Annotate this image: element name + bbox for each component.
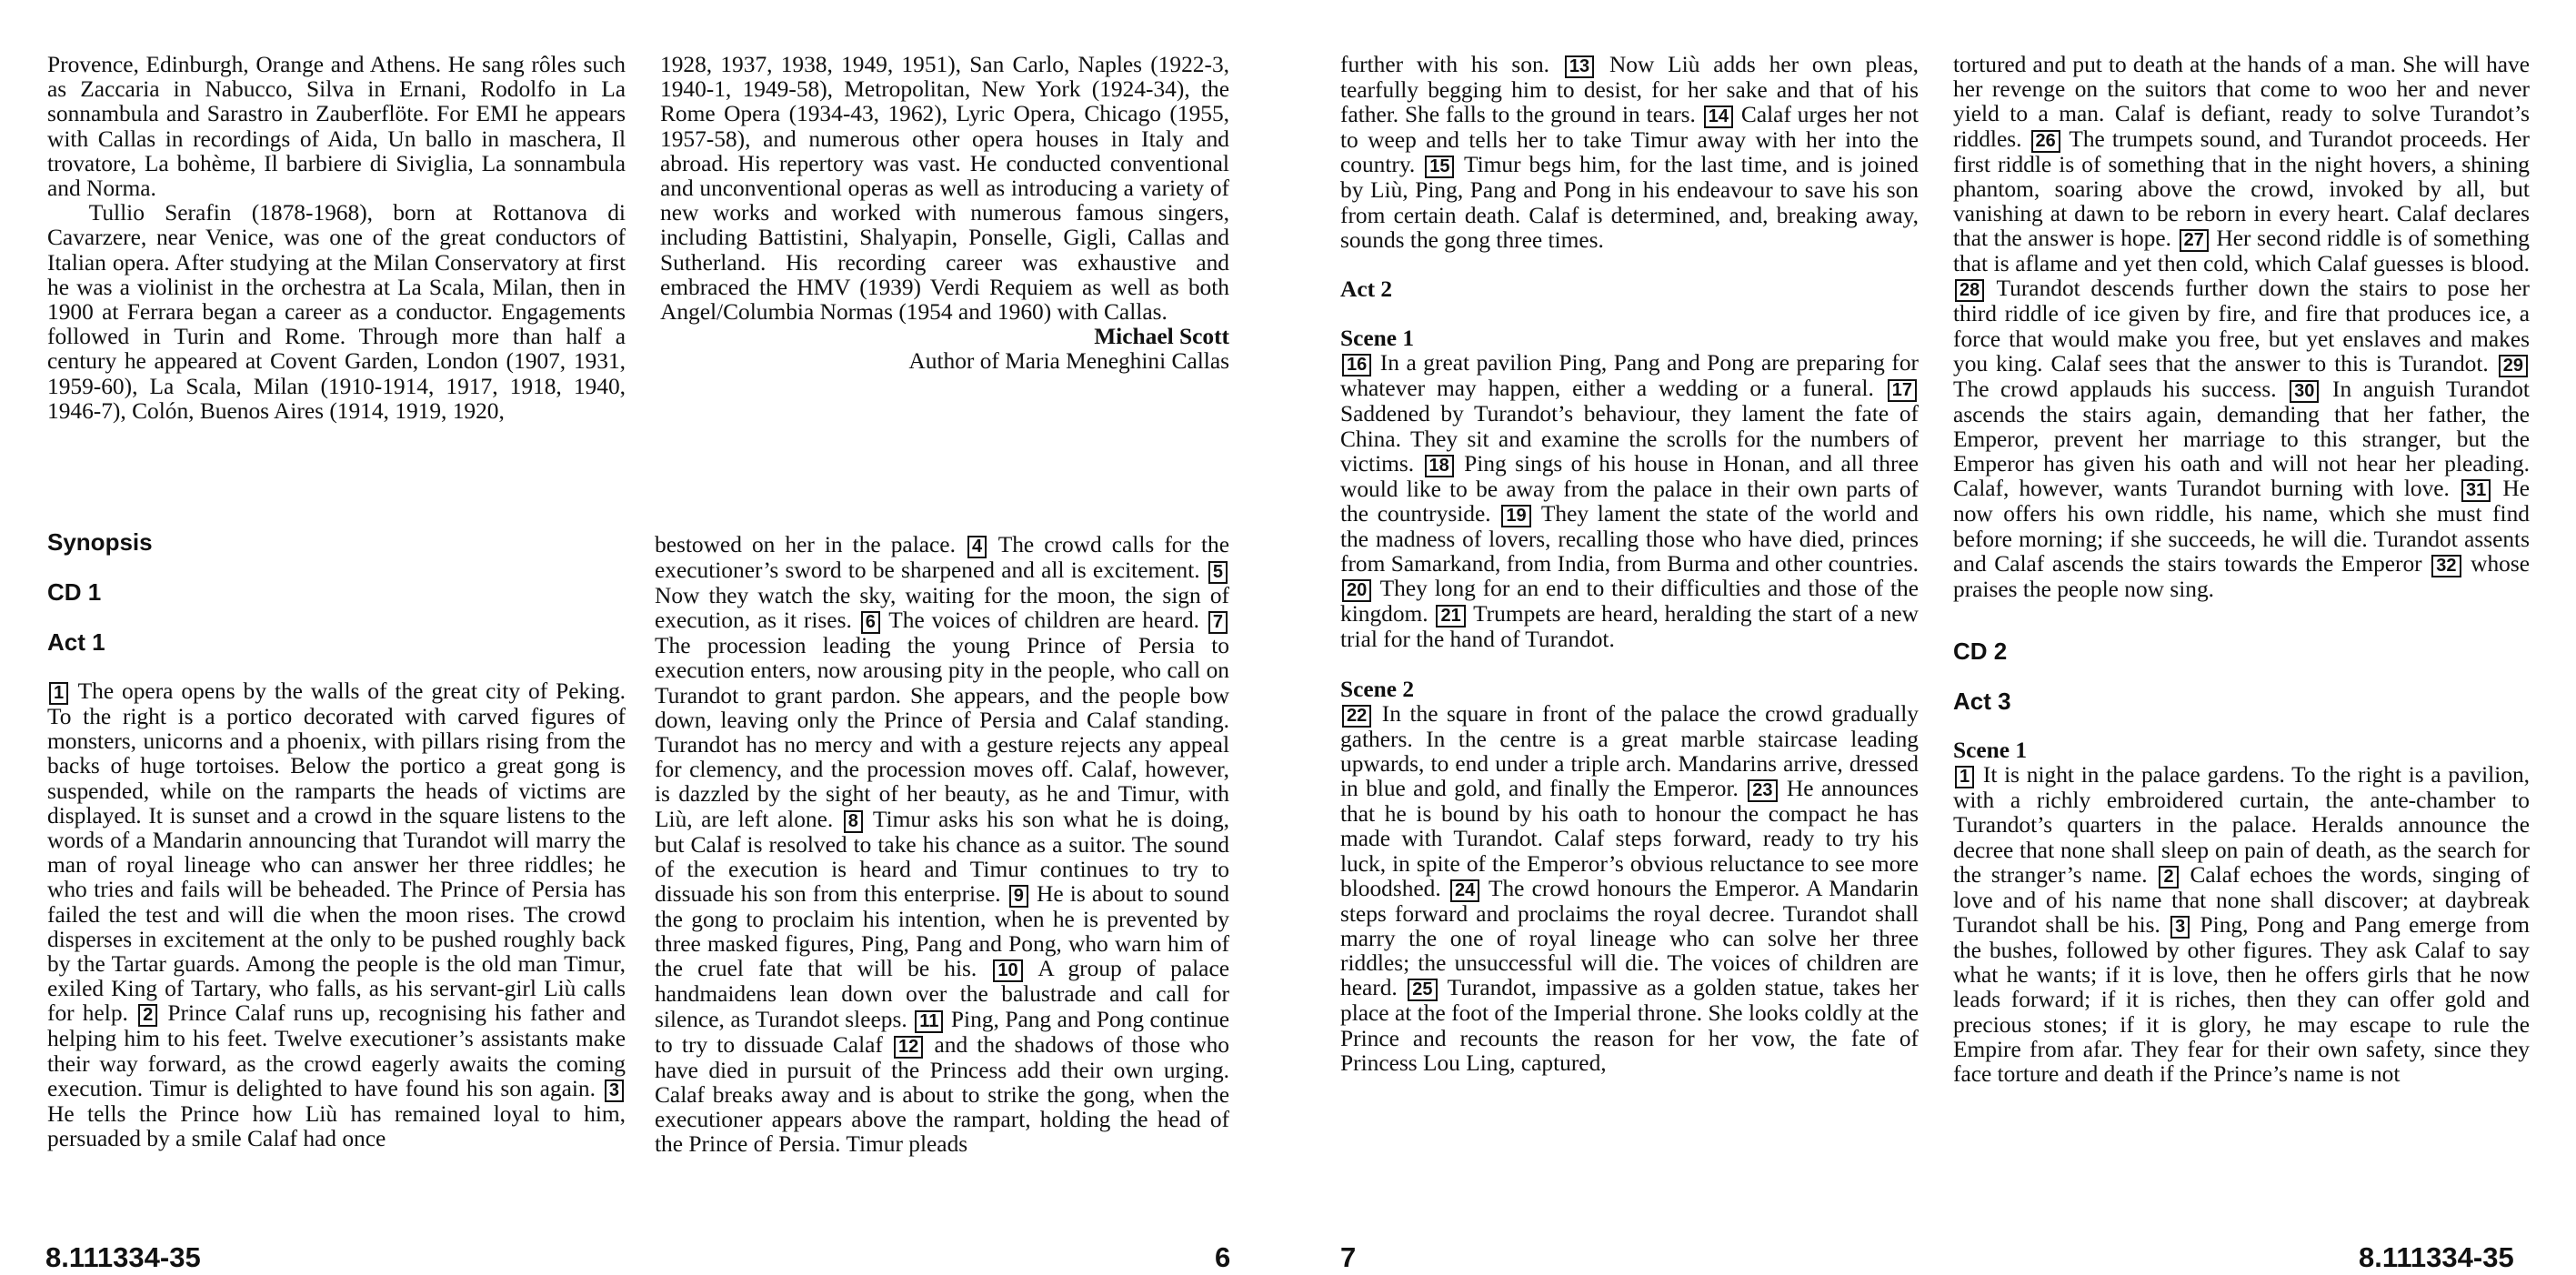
cd2-heading: CD 2 <box>1953 638 2008 666</box>
track-number: 17 <box>1888 379 1917 402</box>
synopsis-column-3 <box>1340 53 1919 1076</box>
synopsis-column-4 <box>1953 53 2530 1087</box>
track-number: 21 <box>1436 605 1465 627</box>
act3-heading: Act 3 <box>1953 688 2011 716</box>
track-number: 3 <box>2170 916 2190 939</box>
catalog-number-right: 8.111334-35 <box>2359 1241 2514 1273</box>
track-number: 18 <box>1425 455 1454 477</box>
track-number: 19 <box>1501 505 1530 527</box>
page-number-right: 7 <box>1340 1241 1357 1273</box>
catalog-number-left: 8.111334-35 <box>45 1241 201 1273</box>
synopsis-paragraph: 1 The opera opens by the walls of the great city of Peking. To the right is a portico decorated with carved figures of monsters, unicorns and a phoenix, with pillars rising from the backs of huge tortoises. Below the portico a great gong is suspended, while on the ramparts the heads of victims are displayed. It is sunset and a crowd in the square listens to the words of a Mandarin announcing that Turandot will marry the man of royal lineage who can answer her three riddles; he who tries and fails will be beheaded. The Prince of Persia has failed the test and will die when the moon rises. The crowd disperses in excitement at the only to be pushed roughly back by the Tartar guards. Among the people is the old man Timur, exiled King of Tartary, who falls, as his servant-girl Liù calls for help. 2 Prince Calaf runs up, recognising his father and helping him to his feet. Twelve executioner’s assistants make their way forward, as the crowd eagerly awaits the coming execution. Timur is delighted to have found his son again. 3 He tells the Prince how Liù has remained loyal to him, persuaded by a smile Calaf had once <box>47 678 626 1152</box>
scene1-heading: Scene 1 <box>1953 738 2028 764</box>
track-number: 28 <box>1955 279 1984 302</box>
synopsis-paragraph: 16 In a great pavilion Ping, Pang and Pong are preparing for whatever may happen, either a wedding or a funeral. 17 Saddened by Turandot’s behaviour, they lament the fate of China. They sit and examine the scrolls for the numbers of victims. 18 Ping sings of his house in Honan, and all three would like to be away from the palace in their own parts of the countryside. 19 They lament the state of the world and the madness of lovers, recalling those who have died, princes from Samarkand, from India, from Burma and other countries. 20 They long for an end to their difficulties and those of the kingdom. 21 Trumpets are heard, heralding the start of a new trial for the hand of Turandot. <box>1340 350 1919 653</box>
track-number: 29 <box>2499 355 2528 377</box>
track-number: 22 <box>1342 705 1371 728</box>
synopsis-paragraph: 1 It is night in the palace gardens. To the right is a pavilion, with a richly embroidered curtain, the ante-chamber to Turandot’s quarters in the palace. Heralds announce the decree that none shall sleep on pain of death, as the search for the stranger’s name. 2 Calaf echoes the words, singing of love and of his name that none shall discover; at daybreak Turandot shall be his. 3 Ping, Pong and Pang emerge from the bushes, followed by other figures. They ask Calaf to say what he wants; if it is love, then he offers girls that he now leads forward; if it is riches, then they can offer gold and precious stones; if it is glory, he may escape to rule the Empire from afar. They fear for their own safety, since they face torture and death if the Prince’s name is not <box>1953 762 2530 1088</box>
bio-paragraph-serafin-cont: 1928, 1937, 1938, 1949, 1951), San Carlo, Naples (1922-3, 1940-1, 1949-58), Metropolitan, New York (1924-34), the Rome Opera (1934-43, 1962), Lyric Opera, Chicago (1955, 1957-58), and numerous other opera houses in Italy and abroad. His repertory was vast. He conducted conventional and unconventional operas as well as introducing a variety of new works and worked with numerous famous singers, including Battistini, Shalyapin, Ponselle, Gigli, Callas and Sutherland. His recording career was exhaustive and embraced the HMV (1939) Verdi Requiem as well as both Angel/Columbia Normas (1954 and 1960) with Callas. <box>660 52 1229 326</box>
synopsis-paragraph: tortured and put to death at the hands of a man. She will have her revenge on the suitors that come to woo her and never yield to a man. Calaf is defiant, ready to solve Turandot’s riddles. 26 The trumpets sound, and Turandot proceeds. Her first riddle is of something that in the night hovers, a shining phantom, soaring above the crowd, invoked by all, but vanishing at dawn to be reborn in every heart. Calaf declares that the answer is hope. 27 Her second riddle is of something that is aflame and yet then cold, which Calaf guesses is blood. 28 Turandot descends further down the stairs to pose her third riddle of ice given by fire, and fire that produces ice, a force that would make you free, but yet enslaves and makes you king. Calaf sees that the answer to this is Turandot. 29 The crowd applauds his success. 30 In anguish Turandot ascends the stairs again, demanding that her father, the Emperor, prevent her marriage to this stranger, but the Emperor has given his oath and will not hear her pleading. Calaf, however, wants Turandot burning with love. 31 He now offers his own riddle, his name, which she must find before morning; if she succeeds, he will die. Turandot assents and Calaf ascends the stairs towards the Emperor 32 whose praises the people now sing. <box>1953 52 2531 602</box>
track-number: 3 <box>605 1079 624 1102</box>
track-number: 1 <box>49 682 68 705</box>
synopsis-paragraph: further with his son. 13 Now Liù adds her own pleas, tearfully begging him to desist, for her sake and that of his father. She falls to the ground in tears. 14 Calaf urges her not to weep and tells her to take Timur away with her into the country. 15 Timur begs him, for the last time, and is joined by Liù, Ping, Pang and Pong in his endeavour to save his son from certain death. Calaf is determined, and, breaking away, sounds the gong three times. <box>1340 52 1919 253</box>
track-number: 14 <box>1704 105 1733 128</box>
act1-heading: Act 1 <box>47 628 105 656</box>
bio-column-right <box>660 53 1229 375</box>
scene1-heading: Scene 1 <box>1340 326 1415 352</box>
track-number: 11 <box>915 1010 943 1033</box>
track-number: 13 <box>1565 55 1594 78</box>
track-number: 7 <box>1208 611 1228 634</box>
synopsis-column-2 <box>655 533 1229 1157</box>
track-number: 27 <box>2180 229 2209 252</box>
track-number: 6 <box>861 611 880 634</box>
track-number: 4 <box>967 536 987 558</box>
author-note: Author of Maria Meneghini Callas <box>908 348 1229 375</box>
track-number: 26 <box>2031 130 2060 153</box>
cd1-heading: CD 1 <box>47 578 102 606</box>
track-number: 30 <box>2290 380 2319 403</box>
track-number: 32 <box>2431 555 2461 577</box>
track-number: 15 <box>1425 156 1454 178</box>
bio-paragraph-serafin: Tullio Serafin (1878-1968), born at Rottanova di Cavarzere, near Venice, was one of the great conductors of Italian opera. After studying at the Milan Conservatory at first he was a violinist in the orchestra at La Scala, Milan, then in 1900 at Ferrara began a career as a conductor. Engagements followed in Turin and Rome. Through more than half a century he appeared at Covent Garden, London (1907, 1931, 1959-60), La Scala, Milan (1910-1914, 1917, 1918, 1940, 1946-7), Colón, Buenos Aires (1914, 1919, 1920, <box>47 200 626 424</box>
scene2-heading: Scene 2 <box>1340 676 1415 702</box>
synopsis-paragraph: 22 In the square in front of the palace the crowd gradually gathers. In the centre is a great marble staircase leading upwards, to end under a triple arch. Mandarins arrive, dressed in blue and gold, and finally the Emperor. 23 He announces that he is bound by his oath to honour the compact he has made with Turandot. Calaf steps forward, ready to try his luck, in spite of the Emperor’s obvious reluctance to see more bloodshed. 24 The crowd honours the Emperor. A Mandarin steps forward and proclaims the royal decree. Turandot shall marry the one of royal lineage who can solve her three riddles; the unsuccessful will die. The voices of children are heard. 25 Turandot, impassive as a golden statue, takes her place at the foot of the Imperial throne. She looks coldly at the Prince and recounts the reason for her vow, the fate of Princess Lou Ling, captured, <box>1340 700 1919 1076</box>
synopsis-heading: Synopsis <box>47 528 153 556</box>
act2-heading: Act 2 <box>1340 276 1393 303</box>
track-number: 31 <box>2461 479 2491 502</box>
track-number: 8 <box>844 810 863 833</box>
track-number: 2 <box>2159 866 2178 888</box>
synopsis-paragraph: bestowed on her in the palace. 4 The crowd calls for the executioner’s sword to be sharpened and all is excitement. 5 Now they watch the sky, waiting for the moon, the sign of execution, as it rises. 6 The voices of children are heard. 7 The procession leading the young Prince of Persia to execution enters, now arousing pity in the people, who call on Turandot to grant pardon. She appears, and the people bow down, leaving only the Prince of Persia and Calaf standing. Turandot has no mercy and with a gesture rejects any appeal for clemency, and the procession moves off. Calaf, however, is dazzled by the sight of her beauty, as he and Timur, with Liù, are left alone. 8 Timur asks his son what he is doing, but Calaf is resolved to take his chance as a suitor. The sound of the execution is heard and Timur continues to try to dissuade his son from this enterprise. 9 He is about to sound the gong to proclaim his intention, when he is prevented by three masked figures, Ping, Pang and Pong, who warn him of the cruel fate that will be his. 10 A group of palace handmaidens lean down over the balustrade and call for silence, as Turandot sleeps. 11 Ping, Pang and Pong continue to try to dissuade Calaf 12 and the shadows of those who have died in pursuit of the Princess add their own urging. Calaf breaks away and is about to strike the gong, when the executioner appears above the rampart, holding the head of the Prince of Persia. Timur pleads <box>655 532 1230 1158</box>
author-name: Michael Scott <box>1094 324 1229 350</box>
track-number: 5 <box>1208 561 1228 584</box>
track-number: 12 <box>894 1036 923 1059</box>
track-number: 16 <box>1342 354 1371 376</box>
page-number-left: 6 <box>1215 1241 1231 1273</box>
track-number: 1 <box>1955 766 1974 788</box>
bio-column-left <box>47 53 626 424</box>
synopsis-column-1 <box>47 529 626 1151</box>
track-number: 2 <box>138 1004 157 1027</box>
track-number: 9 <box>1009 885 1028 908</box>
track-number: 25 <box>1408 979 1437 1001</box>
track-number: 10 <box>993 959 1022 982</box>
track-number: 23 <box>1748 779 1777 802</box>
track-number: 24 <box>1450 879 1479 902</box>
track-number: 20 <box>1342 579 1371 602</box>
bio-paragraph-singer: Provence, Edinburgh, Orange and Athens. He sang rôles such as Zaccaria in Nabucco, Silva in Ernani, Rodolfo in La sonnambula and Sarastro in Zauberflöte. For EMI he appears with Callas in recordings of Aida, Un ballo in maschera, Il trovatore, La bohème, Il barbiere di Siviglia, La sonnambula and Norma. <box>47 52 626 202</box>
